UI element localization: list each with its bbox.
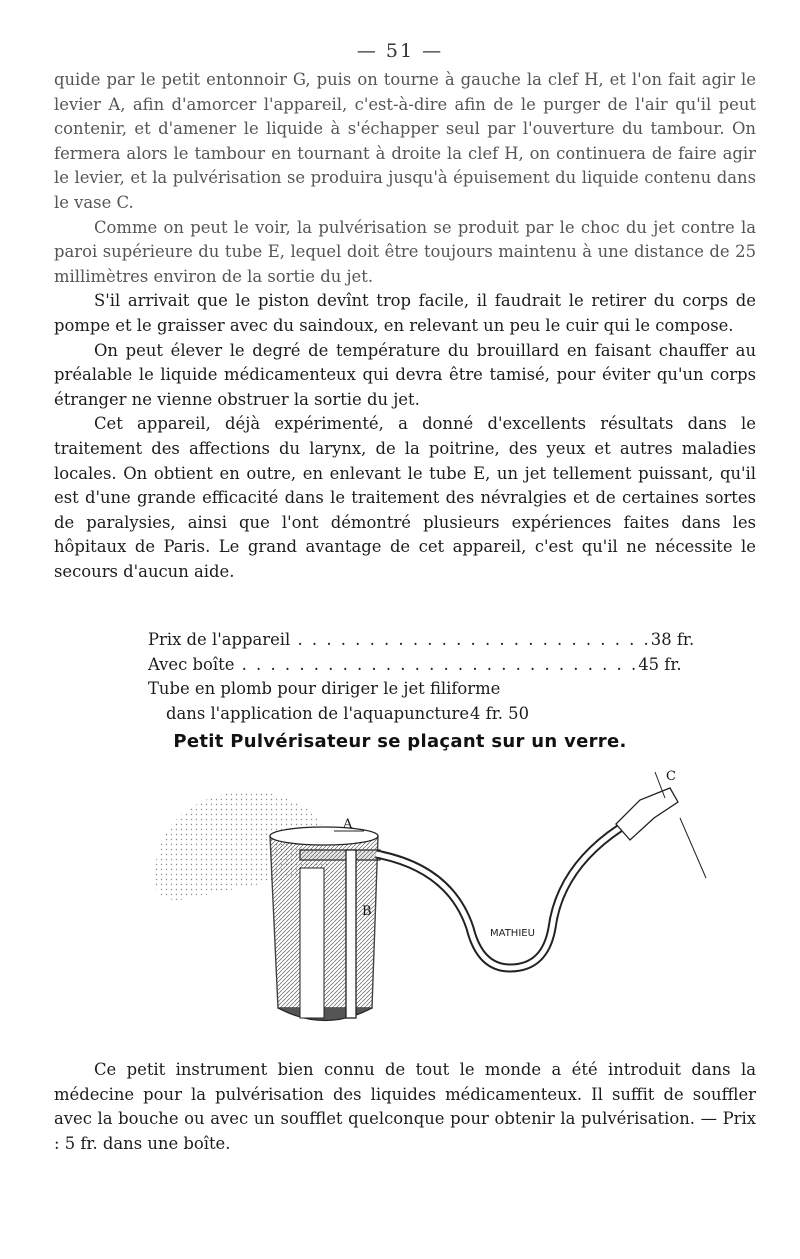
price-value: 4 fr. 50 — [470, 703, 530, 723]
maker-mark: MATHIEU — [490, 928, 535, 939]
leader-dots: . . . . . . . . . . . . . . . . . . . . . . . . . — [290, 630, 651, 649]
price-row — [148, 628, 695, 653]
pulverizer-illustration — [150, 758, 710, 1048]
drinking-glass — [270, 827, 378, 1021]
paragraph-2: Comme on peut le voir, la pulvérisation se produit par le choc du jet contre la paroi supérieure du tube E, lequel doit être toujours maintenu à une distance de 25 millimètres environ de la sortie du jet. — [54, 217, 756, 286]
paragraph-5: Cet appareil, déjà expérimenté, a donné d'excellents résultats dans le traitement des affections du larynx, de la poitrine, des yeux et autres maladies locales. On obtient en outre, en enlevant le tube E, un jet tellement puissant, qu'il est d'une grande efficacité dans le traitement des névralgies et de certaines sortes de paralysies, ainsi que l'ont démontré plusieurs expériences faites dans les hôpitaux de Paris. Le grand avantage de cet appareil, c'est qu'il ne nécessite le secours d'aucun aide. — [54, 414, 756, 581]
paragraph-3: S'il arrivait que le piston devînt trop facile, il faudrait le retirer du corps de pompe et le graisser avec du saindoux, en relevant un peu le cuir qui le compose. — [54, 291, 756, 335]
section-heading: Petit Pulvérisateur se plaçant sur un verre. — [173, 731, 627, 752]
body-text — [54, 68, 756, 584]
label-c: C — [666, 769, 676, 784]
price-label: Tube en plomb pour diriger le jet filiforme — [148, 679, 501, 699]
leader-dots: . . . . . . . . . . . . . . . . . . . . . . . . . . . . — [234, 654, 639, 674]
price-label: dans l'application de l'aquapuncture — [166, 703, 470, 723]
price-row — [148, 702, 548, 727]
mouthpiece — [616, 788, 678, 840]
engraving-svg — [150, 758, 710, 1048]
paragraph-1: quide par le petit entonnoir G, puis on tourne à gauche la clef H, et l'on fait agir le levier A, afin d'amorcer l'appareil, c'est-à-dire afin de le purger de l'air qu'il peut contenir, et d'amener le liquide à s'échapper seul par l'ouverture du tambour. On fermera alors le tambour en tournant à droite la clef H, on continuera de faire agir le levier, et la pulvérisation se produira jusqu'à épuisement du liquide contenu dans le vase C. — [54, 70, 756, 212]
price-label: Prix de l'appareil — [148, 630, 291, 649]
closing-paragraph: Ce petit instrument bien connu de tout le monde a été introduit dans la médecine pour la pulvérisation des liquides médicamenteux. Il suffit de souffler avec la bouche ou avec un soufflet quelconque pour obtenir la pulvérisation. — Prix : 5 fr. dans une boîte. — [54, 1060, 756, 1153]
price-row — [148, 677, 548, 702]
label-b: B — [362, 904, 372, 919]
price-list — [148, 628, 695, 726]
price-value: 38 fr. — [650, 630, 695, 649]
price-label: Avec boîte — [148, 654, 235, 674]
price-value: 45 fr. — [638, 654, 682, 674]
paragraph-4: On peut élever le degré de température du brouillard en faisant chauffer au préalable le liquide médicamenteux qui devra être tamisé, pour éviter qu'un corps étranger ne vienne obstruer la sortie du jet. — [54, 340, 756, 409]
rubber-tube — [376, 828, 620, 968]
label-a: A — [343, 817, 353, 832]
closing-text — [54, 1058, 756, 1156]
price-row — [148, 653, 682, 678]
page-number: — 51 — — [356, 40, 444, 62]
vertical-tube — [346, 850, 356, 1018]
